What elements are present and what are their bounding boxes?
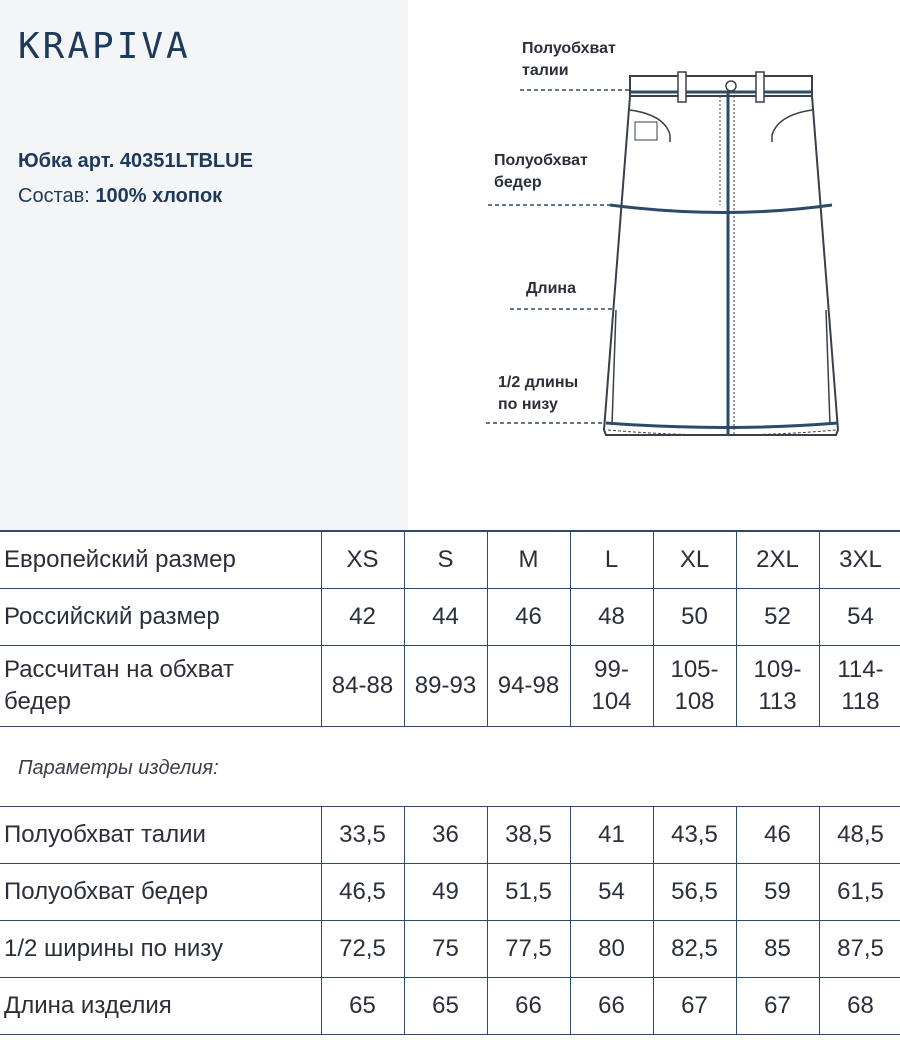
table-cell: 67	[653, 978, 736, 1035]
composition-value: 100% хлопок	[95, 185, 223, 207]
table-cell: 44	[404, 589, 487, 646]
table-cell: 48	[570, 589, 653, 646]
row-label: Российский размер	[0, 589, 321, 646]
table-cell: 94-98	[487, 646, 570, 727]
table-cell: 82,5	[653, 921, 736, 978]
table-cell: XL	[653, 531, 736, 589]
label-length: Длина	[526, 280, 576, 297]
row-label: 1/2 ширины по низу	[0, 921, 321, 978]
table-cell: 89-93	[404, 646, 487, 727]
table-cell: 114- 118	[819, 646, 900, 727]
skirt-drawing	[480, 30, 900, 500]
product-info-panel	[0, 0, 408, 532]
table-cell: 80	[570, 921, 653, 978]
table-row	[0, 531, 900, 589]
table-cell: 54	[570, 864, 653, 921]
table-cell: 46	[487, 589, 570, 646]
brand-logo: KRAPIVA	[18, 26, 191, 67]
table-cell: 46,5	[321, 864, 404, 921]
label-waist: Полуобхват талии	[522, 40, 616, 79]
table-cell: 67	[736, 978, 819, 1035]
product-title: Юбка арт. 40351LTBLUE	[18, 150, 253, 172]
table-cell: 48,5	[819, 807, 900, 864]
params-table	[0, 806, 900, 1035]
table-cell: 75	[404, 921, 487, 978]
table-cell: 109- 113	[736, 646, 819, 727]
table-cell: 42	[321, 589, 404, 646]
table-cell: 2XL	[736, 531, 819, 589]
table-cell: 52	[736, 589, 819, 646]
table-cell: 54	[819, 589, 900, 646]
row-label: Рассчитан на обхват бедер	[0, 646, 321, 727]
table-cell: M	[487, 531, 570, 589]
table-cell: 72,5	[321, 921, 404, 978]
row-label: Полуобхват талии	[0, 807, 321, 864]
table-row	[0, 921, 900, 978]
table-cell: 3XL	[819, 531, 900, 589]
table-cell: 46	[736, 807, 819, 864]
table-cell: 50	[653, 589, 736, 646]
composition-label: Состав:	[18, 185, 90, 207]
table-row	[0, 589, 900, 646]
table-cell: 105- 108	[653, 646, 736, 727]
table-cell: 68	[819, 978, 900, 1035]
table-row	[0, 978, 900, 1035]
table-cell: 65	[404, 978, 487, 1035]
table-cell: 59	[736, 864, 819, 921]
table-cell: 43,5	[653, 807, 736, 864]
table-cell: 61,5	[819, 864, 900, 921]
table-cell: 49	[404, 864, 487, 921]
table-cell: 33,5	[321, 807, 404, 864]
table-cell: L	[570, 531, 653, 589]
label-hips: Полуобхват бедер	[494, 152, 588, 191]
size-table	[0, 530, 900, 727]
row-label: Европейский размер	[0, 531, 321, 589]
composition	[18, 185, 222, 208]
table-cell: XS	[321, 531, 404, 589]
table-row	[0, 646, 900, 727]
row-label: Длина изделия	[0, 978, 321, 1035]
label-hem: 1/2 длины по низу	[498, 374, 579, 413]
table-cell: 38,5	[487, 807, 570, 864]
table-row	[0, 864, 900, 921]
table-cell: 87,5	[819, 921, 900, 978]
table-cell: 51,5	[487, 864, 570, 921]
table-cell: 85	[736, 921, 819, 978]
skirt-diagram	[480, 30, 900, 500]
table-cell: 41	[570, 807, 653, 864]
params-heading: Параметры изделия:	[18, 757, 219, 779]
table-cell: 77,5	[487, 921, 570, 978]
table-cell: 36	[404, 807, 487, 864]
table-cell: 84-88	[321, 646, 404, 727]
table-cell: 65	[321, 978, 404, 1035]
row-label: Полуобхват бедер	[0, 864, 321, 921]
table-cell: S	[404, 531, 487, 589]
table-cell: 66	[487, 978, 570, 1035]
table-cell: 56,5	[653, 864, 736, 921]
table-cell: 66	[570, 978, 653, 1035]
table-row	[0, 807, 900, 864]
table-cell: 99- 104	[570, 646, 653, 727]
